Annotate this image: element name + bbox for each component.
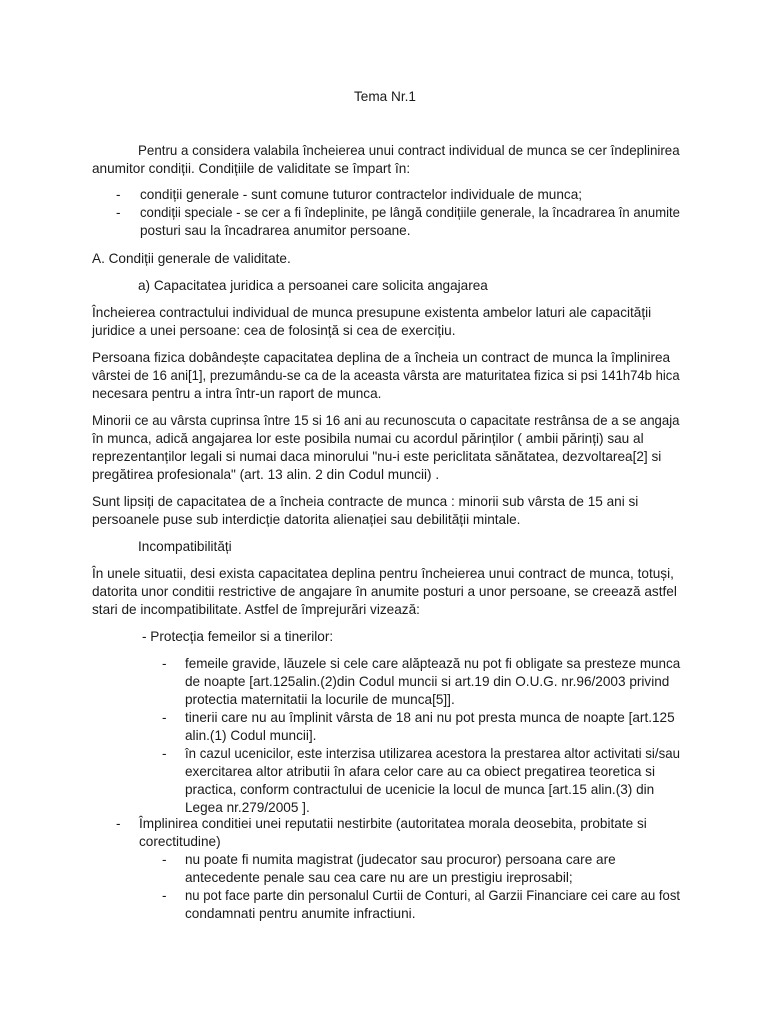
paragraph-lacking-line-2: persoanele puse sub interdicție datorita alienației sau debilității mintale.: [92, 512, 521, 527]
bullet-dash: -: [162, 710, 167, 725]
bullet-general-conditions: condiții generale - sunt comune tuturor contractelor individuale de munca;: [140, 187, 583, 202]
sub-bullet-youth-line-1: tinerii care nu au împlinit vârsta de 18 ani nu pot presta munca de noapte [art.125: [185, 710, 675, 725]
sub-bullet-magistrate-line-1: nu poate fi numita magistrat (judecator sau procuror) persoana care are: [185, 852, 616, 867]
paragraph-age16-line-1: Persoana fizica dobândește capacitatea deplina de a încheia un contract de munca la împlinirea: [92, 350, 671, 365]
bullet-reputation-line-2: corectitudine): [139, 834, 221, 849]
sub-bullet-apprentices-line-1: în cazul ucenicilor, este interzisa utilizarea acestora la prestarea altor activitati si/sau: [185, 746, 680, 761]
sub-bullet-pregnant-line-2: de noapte [art.125alin.(2)din Codul muncii si art.19 din O.U.G. nr.96/2003 privind: [185, 674, 670, 689]
sub-bullet-apprentices-line-4: Legea nr.279/2005 ].: [185, 800, 310, 815]
paragraph-capacity-line-2: juridice a unei persoane: cea de folosință si cea de exercițiu.: [92, 323, 456, 338]
bullet-dash: -: [116, 187, 121, 202]
paragraph-age16-line-2: vârstei de 16 ani[1], prezumându-se ca de la aceasta vârsta are maturitatea fizica si psi 141h74b hica: [92, 368, 680, 383]
paragraph-age16-line-3: necesara pentru a intra într-un raport de munca.: [92, 386, 382, 401]
document-title: Tema Nr.1: [354, 89, 416, 104]
paragraph-minors-line-4: pregătirea profesionala" (art. 13 alin. 2 din Codul muncii) .: [92, 467, 440, 482]
paragraph-capacity-line-1: Încheierea contractului individual de munca presupune existenta ambelor laturi ale capacității: [92, 305, 652, 320]
bullet-dash: -: [162, 852, 167, 867]
protection-heading: - Protecția femeilor si a tinerilor:: [142, 629, 334, 644]
paragraph-minors-line-1: Minorii ce au vârsta cuprinsa între 15 si 16 ani au recunoscuta o capacitate restrânsa de a se angaja: [92, 413, 680, 428]
section-a-heading: A. Condiții generale de validitate.: [92, 251, 291, 266]
paragraph-lacking-line-1: Sunt lipsiți de capacitatea de a încheia contracte de munca : minorii sub vârsta de 15 ani si: [92, 494, 639, 509]
sub-bullet-apprentices-line-3: practica, conform contractului de ucenicie la locul de munca [art.15 alin.(3) din: [185, 782, 655, 797]
bullet-reputation-line-1: Împlinirea conditiei unei reputatii nestirbite (autoritatea morala deosebita, probitate si: [139, 816, 647, 831]
sub-bullet-magistrate-line-2: antecedente penale sau cea care nu are un prestigiu ireprosabil;: [185, 870, 573, 885]
intro-line-2: anumitor condiții. Condițiile de validitate se împart în:: [92, 161, 411, 176]
bullet-special-conditions-line-2: posturi sau la încadrarea anumitor persoane.: [140, 223, 411, 238]
paragraph-incompat-line-2: datorita unor conditii restrictive de angajare în anumite posturi a unor persoane, se creează astfel: [92, 584, 677, 599]
sub-bullet-pregnant-line-3: protectia maternitatii la locurile de munca[5]].: [185, 692, 455, 707]
paragraph-minors-line-3: reprezentanților legali si numai daca minorului "nu-i este periclitata sănătatea, dezvoltarea[2] si: [92, 449, 662, 464]
bullet-dash: -: [162, 746, 167, 761]
sub-bullet-court-line-1: nu pot face parte din personalul Curtii de Conturi, al Garzii Financiare cei care au fost: [185, 888, 681, 903]
sub-bullet-pregnant-line-1: femeile gravide, lăuzele si cele care alăptează nu pot fi obligate sa presteze munca: [185, 656, 681, 671]
paragraph-incompat-line-1: În unele situatii, desi exista capacitatea deplina pentru încheierea unui contract de munca, totuși,: [92, 566, 674, 581]
bullet-dash: -: [116, 816, 121, 831]
paragraph-incompat-line-3: stari de incompatibilitate. Astfel de împrejurări vizează:: [92, 602, 420, 617]
bullet-dash: -: [162, 888, 167, 903]
sub-bullet-apprentices-line-2: exercitarea altor atributii în afara celor care au ca obiect pregatirea teoretica si: [185, 764, 655, 779]
bullet-special-conditions-line-1: condiții speciale - se cer a fi îndeplinite, pe lângă condițiile generale, la încadrarea în anumite: [140, 205, 680, 220]
sub-bullet-youth-line-2: alin.(1) Codul muncii].: [185, 728, 317, 743]
bullet-dash: -: [162, 656, 167, 671]
incompatibility-heading: Incompatibilități: [138, 539, 232, 554]
sub-bullet-court-line-2: condamnati pentru anumite infractiuni.: [185, 906, 416, 921]
bullet-dash: -: [116, 205, 121, 220]
subsection-a-heading: a) Capacitatea juridica a persoanei care solicita angajarea: [138, 278, 488, 293]
paragraph-minors-line-2: în munca, adică angajarea lor este posibila numai cu acordul părinților ( ambii părinți) sau al: [92, 431, 644, 446]
intro-line-1: Pentru a considera valabila încheierea unui contract individual de munca se cer îndeplinirea: [138, 143, 680, 158]
